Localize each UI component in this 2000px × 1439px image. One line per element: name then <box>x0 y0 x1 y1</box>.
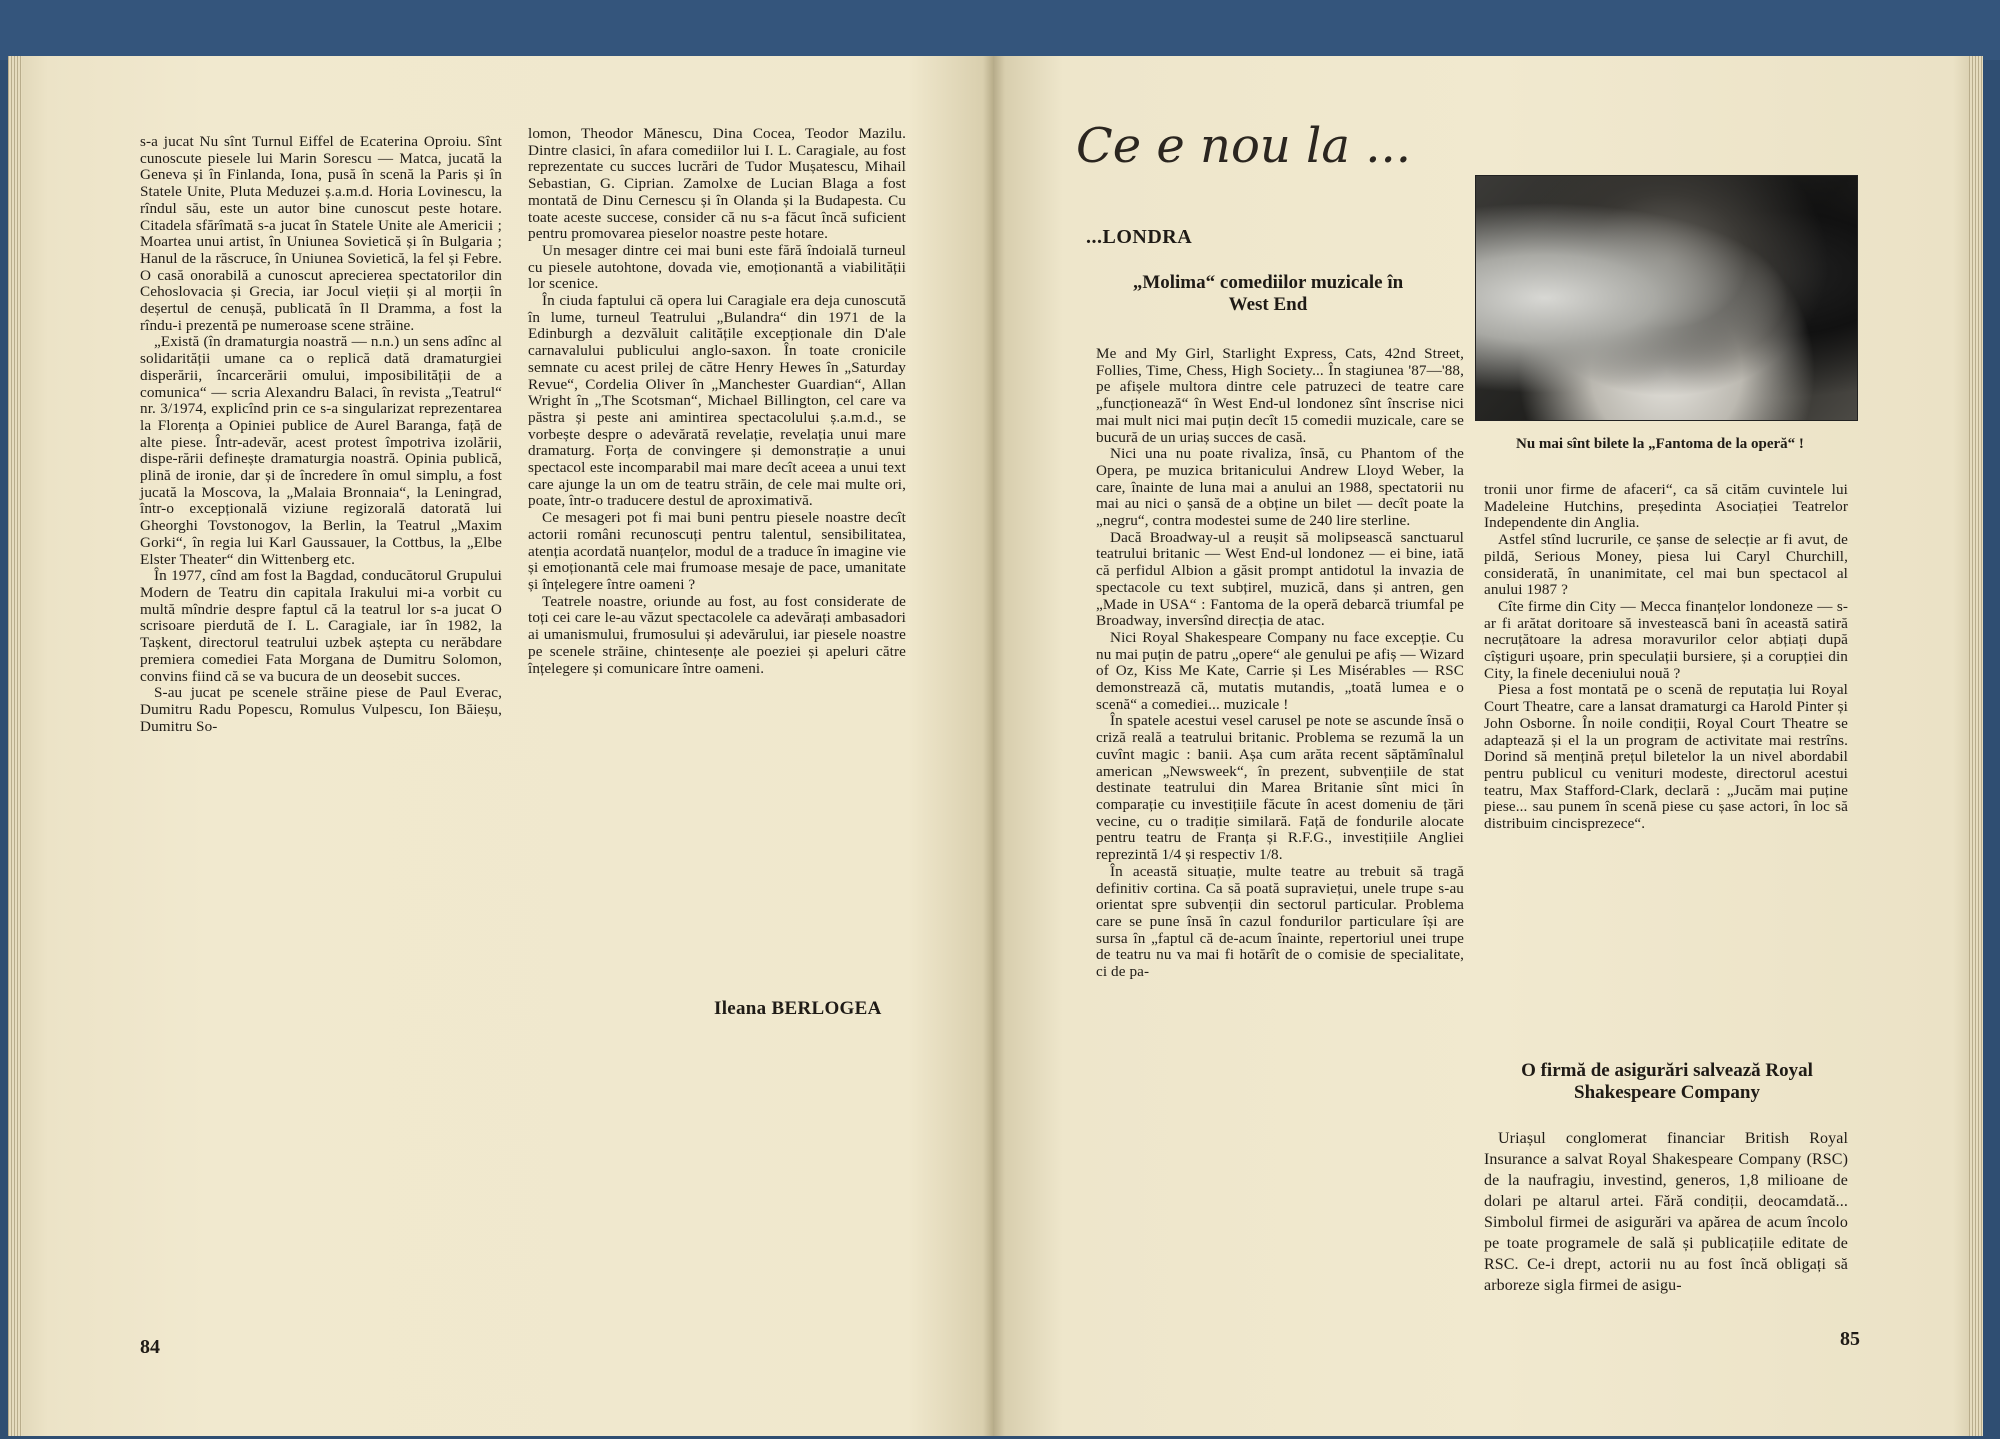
theatre-photo <box>1475 175 1858 421</box>
city-heading: ...LONDRA <box>1086 226 1193 248</box>
paragraph: Cîte firme din City — Mecca finanțelor londoneze — s-ar fi arătat doritoare să investească bani în această satiră necruțătoare la adresa moravurilor celor abțiați după cîștiguri ușoare, prin speculații bursiere, și a corupției din City, la finele deceniului nouă ? <box>1484 597 1848 682</box>
open-magazine <box>8 56 1983 1436</box>
page-edges <box>1969 56 1983 1436</box>
book-cover <box>0 0 2000 60</box>
page-edges <box>8 56 22 1436</box>
paragraph: S-au jucat pe scenele străine piese de Paul Everac, Dumitru Radu Popescu, Romulus Vulpescu, Ion Băieșu, Dumitru So- <box>140 684 502 735</box>
paragraph: Nici Royal Shakespeare Company nu face excepție. Cu nu mai puțin de patru „opere“ ale genului pe afiș — Wizard of Oz, Kiss Me Kate, Carrie și Les Misérables — RSC demonstrează că, mutatis mutandis, „toată lumea e o scenă“ a comediei... muzicale ! <box>1096 628 1465 713</box>
paragraph: Uriașul conglomerat financiar British Royal Insurance a salvat Royal Shakespeare Company (RSC) de la naufragiu, investind, generos, 1,8 milioane de dolari pe altarul artei. Fără condiții, deocamdată... Simbolul firmei de asigurări va apărea de acum încolo pe toate programele de sală și publicațiile editate de RSC. Ce-i drept, actorii nu au fost încă obligați să arboreze sigla firmei de asigu- <box>1484 1130 1848 1294</box>
page-number: 84 <box>140 1336 160 1358</box>
paragraph: Piesa a fost montată pe o scenă de reputația lui Royal Court Theatre, care a lansat dramaturgi ca Harold Pinter și John Osborne. În noile condiții, Royal Court Theatre se adaptează și el la un program de activitate mai restrîns. Dorind să mențină prețul biletelor la un nivel abordabil pentru publicul cu venituri modeste, directorul acestui teatru, Max Stafford-Clark, declară : „Jucăm mai puține piese... sau punem în scenă piese cu șase actori, în loc să distribuim cincisprezece“. <box>1484 681 1848 833</box>
paragraph: lomon, Theodor Mănescu, Dina Cocea, Teodor Mazilu. Dintre clasici, în afara comediilor lui I. L. Caragiale, au fost reprezentate cu succes lucrări de Tudor Mușatescu, Mihail Sebastian, G. Ciprian. Zamolxe de Lucian Blaga a fost montată de Dinu Cernescu și în Olanda și la Budapesta. Cu toate aceste succese, consider că nu s-a făcut încă suficient pentru promovarea pieselor noastre peste hotare. <box>528 125 906 243</box>
paragraph: În această situație, multe teatre au trebuit să tragă definitiv cortina. Ca să poată supraviețui, unele trupe s-au orientat spre subvenții din sectorul particular. Problema care se pune însă în cazul fondurilor particulare își are sursa în „faptul că de-acum înainte, repertoriul unei trupe de teatru nu va mai fi hotărît de o comisie de specialitate, ci de pa- <box>1096 862 1464 981</box>
paragraph: Nici una nu poate rivaliza, însă, cu Phantom of the Opera, pe muzica britanicului Andrew Lloyd Weber, la care, înainte de luna mai a anului an 1988, spectatorii nu mai au nici o șansă de a obține un bilet — decît poate la „negru“, contra modestei sume de 240 lire sterline. <box>1096 445 1464 530</box>
paragraph: s-a jucat Nu sînt Turnul Eiffel de Ecaterina Oproiu. Sînt cunoscute piesele lui Marin Sorescu — Matca, jucată la Geneva și în Finlanda, Iona, pusă în scenă la Paris și în Statele Unite, Pluta Meduzei ș.a.m.d. Horia Lovinescu, la rîndul său, este un autor bine cunoscut peste hotare. Citadela sfărîmată s-a jucat în Statele Unite ale Americii ; Moartea unui artist, în Uniunea Sovietică și în Bulgaria ; Hanul de la răscruce, în Uniunea Sovietică, la fel și Febre. O casă onorabilă a cunoscut aprecierea spectatorilor din Cehoslovacia și Grecia, iar Jocul vieții și al morții în deșertul de cenușă, publicată în Il Dramma, a fost la rîndu-i prezentă pe numeroase scene străine. <box>140 133 502 334</box>
paragraph: Dacă Broadway-ul a reușit să molipsească sanctuarul teatrului britanic — West End-ul londonez — ei bine, iată că perfidul Albion a găsit prompt antidotul la invazia de spectacole cu text subțirel, muzică, dans și antren, gen „Made in USA“ : Fantoma de la operă debarcă triumfal pe Broadway, inversînd direcția de atac. <box>1096 528 1464 630</box>
paragraph: În spatele acestui vesel carusel pe note se ascunde însă o criză reală a teatrului britanic. Problema se rezumă la un cuvînt magic : banii. Așa cum arăta recent săptămînalul american „Newsweek“, în prezent, subvențiile de stat destinate teatrului din Marea Britanie sînt mici în comparație cu investițiile făcute în acest domeniu de țări vecine, cu o tradiție similară. Față de fondurile alocate pentru teatru de Franța și R.F.G., investițiile Angliei reprezintă 1/4 și respectiv 1/8. <box>1096 712 1464 864</box>
author-signature: Ileana BERLOGEA <box>714 998 882 1019</box>
right-column-2b <box>1484 1128 1848 1296</box>
paragraph: Teatrele noastre, oriunde au fost, au fost considerate de toți cei care le-au văzut spectacolele ca adevărați ambasadori ai umanismului, frumosului și adevărului, iar piesele noastre pe scenele străine, chintesențe ale poeziei și apeluri către înțelegere și comunicare între oameni. <box>528 592 906 677</box>
right-column-2 <box>1484 482 1848 833</box>
left-column-2 <box>528 126 906 677</box>
paragraph: Un mesager dintre cei mai buni este fără îndoială turneul cu piesele autohtone, dovada vie, emoționantă a viabilității lor scenice. <box>528 241 906 293</box>
paragraph: În 1977, cînd am fost la Bagdad, conducătorul Grupului Modern de Teatru din capitala Irakului mi-a vorbit cu multă mîndrie despre faptul că la teatrul lor s-a jucat O scrisoare pierdută de I. L. Caragiale, iar în 1982, la Tașkent, directorul teatrului uzbek aștepta cu nerăbdare premiera comediei Fata Morgana de Dumitru Solomon, convins fiind că se va bucura de un deosebit succes. <box>140 567 502 685</box>
sub-headline: O firmă de asigurări salvează Royal Shakespeare Company <box>1521 1060 1813 1103</box>
article-headline: „Molima“ comediilor muzicale în West End <box>1132 272 1404 315</box>
photo-caption: Nu mai sînt bilete la „Fantoma de la operă“ ! <box>1516 436 1804 452</box>
paragraph: Astfel stînd lucrurile, ce șanse de selecție ar fi avut, de pildă, Serious Money, piesa lui Caryl Churchill, considerată, în unanimitate, cel mai bun spectacol al anului 1987 ? <box>1484 531 1848 599</box>
paragraph: Me and My Girl, Starlight Express, Cats, 42nd Street, Follies, Time, Chess, High Society... În stagiunea '87—'88, pe afișele multora dintre cele patruzeci de teatre care „funcționează“ în West End-ul londonez sînt înscrise nici mai mult nici mai puțin decît 15 comedii muzicale, care se bucură de un uriaș succes de casă. <box>1096 345 1464 446</box>
paragraph: „Există (în dramaturgia noastră — n.n.) un sens adînc al solidarității umane ca o replică dată dramaturgiei disperării, încarcerării omului, imposibilității de a comunica“ — scria Alexandru Balaci, în revista „Teatrul“ nr. 3/1974, explicînd prin ce s-a singularizat reprezentarea la Florența a Opiniei publice de Aurel Baranga, față de alte piese. Într-adevăr, acest protest împotriva izolării, dispe-rării definește dramaturgia noastră. Opinia publică, plină de ironie, dar și de încredere în omul simplu, a fost jucată la Moscova, la „Malaia Bronnaia“, la Leningrad, într-o excepțională viziune regizorală datorată lui Gheorghi Tovstonogov, la Berlin, la Teatrul „Maxim Gorki“, în regia lui Karl Gaussauer, la Cottbus, la „Elbe Elster Theater“ din Wittenberg etc. <box>140 333 502 568</box>
paragraph: Ce mesageri pot fi mai buni pentru piesele noastre decît actorii români recunoscuți pentru talentul, sensibilitatea, atenția acordată nuanțelor, modul de a traduce în imagine vie și emoționantă cele mai frumoase mesaje de pace, umanitate și înțelegere între oameni ? <box>528 509 906 593</box>
page-number: 85 <box>1840 1328 1860 1350</box>
paragraph: tronii unor firme de afaceri“, ca să cităm cuvintele lui Madeleine Hutchins, președinta Asociației Teatrelor Independente din Anglia. <box>1484 481 1848 532</box>
left-page <box>8 56 993 1436</box>
left-column-1 <box>140 134 502 735</box>
paragraph: În ciuda faptului că opera lui Caragiale era deja cunoscută în lume, turneul Teatrului „Bulandra“ din 1971 de la Edinburgh a dezvăluit calitățile excepționale din D'ale carnavalului publicului anglo-saxon. În toate cronicile semnate cu acest prilej de către Henry Hewes în „Saturday Revue“, Cordelia Oliver în „Manchester Guardian“, Allan Wright în „The Scotsman“, Michael Billington, cel care va păstra și peste ani amintirea spectacolului ș.a.m.d., se vorbește despre o adevărată revelație, revelația unui mare dramaturg. Forța de convingere și demonstrație a unui spectacol este incomparabil mai mare decît aceea a unui text care ajunge la un om de teatru străin, de cele mai multe ori, poate, într-o traducere destul de aproximativă. <box>528 292 906 510</box>
right-column-1 <box>1096 346 1464 981</box>
section-title: Ce e nou la ... <box>1076 118 1412 174</box>
